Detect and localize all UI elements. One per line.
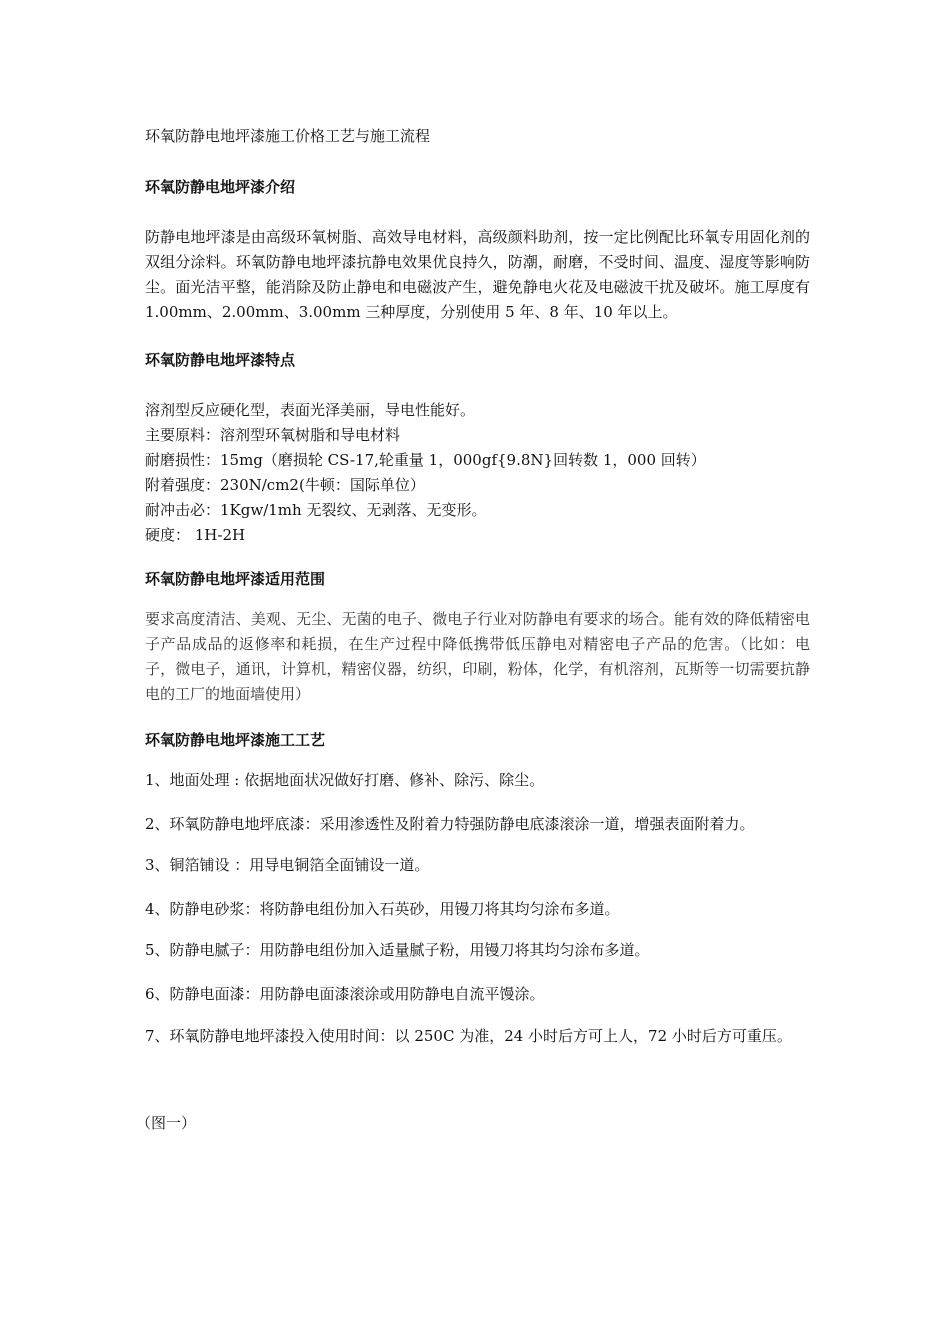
scope-paragraph: 要求高度清洁、美观、无尘、无菌的电子、微电子行业对防静电有要求的场合。能有效的降低精密电子产品成品的返修率和耗损，在生产过程中降低携带低压静电对精密电子产品的危害。（比如：电子，微电子，通讯，计算机，精密仪器，纺织，印刷，粉体，化学，有机溶剂，瓦斯等一切需要抗静电的工厂的地面墙使用） [145, 610, 810, 703]
process-step: 4、防静电砂浆：将防静电组份加入石英砂，用镘刀将其均匀涂布多道。 [145, 900, 620, 918]
section-heading-scope: 环氧防静电地坪漆适用范围 [145, 570, 326, 588]
process-step: 6、防静电面漆：用防静电面漆滚涂或用防静电自流平馒涂。 [145, 985, 545, 1003]
feature-line: 耐冲击必：1Kgw/1mh 无裂纹、无剥落、无变形。 [145, 501, 487, 519]
process-step: 3、铜箔铺设 ：用导电铜箔全面铺设一道。 [145, 856, 430, 874]
feature-line: 硬度： 1H-2H [145, 526, 246, 544]
process-step: 2、环氧防静电地坪底漆：采用渗透性及附着力特强防静电底漆滚涂一道，增强表面附着力。 [145, 815, 755, 833]
figure-caption: （图一） [136, 1114, 197, 1132]
section-heading-process: 环氧防静电地坪漆施工工艺 [145, 731, 326, 749]
process-step: 7、环氧防静电地坪漆投入使用时间：以 250C 为准，24 小时后方可上人，72 小时后方可重压。 [145, 1027, 792, 1045]
feature-line: 耐磨损性：15mg（磨损轮 CS-17,轮重量 1，000gf{9.8N}回转数 1，000 回转） [145, 451, 706, 469]
feature-line: 主要原料：溶剂型环氧树脂和导电材料 [145, 426, 401, 444]
intro-paragraph: 防静电地坪漆是由高级环氧树脂、高效导电材料，高级颜料助剂，按一定比例配比环氧专用固化剂的双组分涂料。环氧防静电地坪漆抗静电效果优良持久，防潮，耐磨，不受时间、温度、湿度等影响防尘。面光洁平整，能消除及防止静电和电磁波产生，避免静电火花及电磁波干扰及破坏。施工厚度有 1.00mm、2.00mm、3.00mm 三种厚度，分别使用 5 年、8 年、10 年以上。 [145, 228, 810, 321]
feature-line: 附着强度：230N/cm2(牛顿：国际单位） [145, 476, 425, 494]
document-title: 环氧防静电地坪漆施工价格工艺与施工流程 [145, 127, 431, 145]
section-heading-intro: 环氧防静电地坪漆介绍 [145, 178, 296, 196]
process-step: 5、防静电腻子：用防静电组份加入适量腻子粉，用镘刀将其均匀涂布多道。 [145, 941, 650, 959]
section-heading-features: 环氧防静电地坪漆特点 [145, 351, 296, 369]
features-list [145, 398, 810, 548]
feature-line: 溶剂型反应硬化型，表面光泽美丽，导电性能好。 [145, 401, 476, 419]
process-step: 1、地面处理 : 依据地面状况做好打磨、修补、除污、除尘。 [145, 771, 545, 789]
